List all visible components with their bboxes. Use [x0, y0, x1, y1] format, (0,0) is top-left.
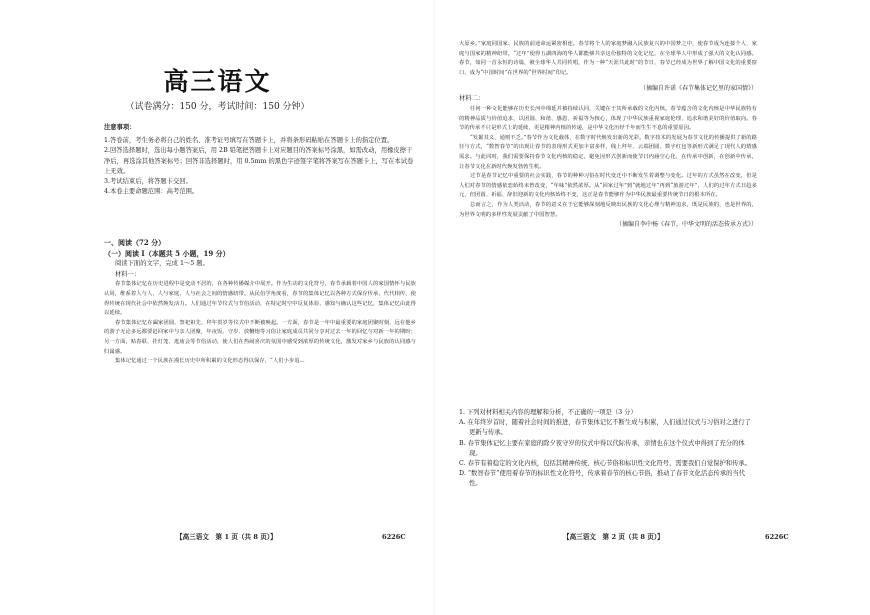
body-paragraph: 春节集体记忆在历史进程中是变动不居的，在各种传播媒介中展开。作为生动的文化符号，春节承载着中国人的家国情怀与民族认同，维系着人与人、人与家庭、人与社会之间的情感纽带。从民俗学角度看，春节的集体记忆以各种方式保存传承，代代相传，使得传统在现代社会中依然焕发活力。人们通过年节仪式与节俗活动，在特定时空中反复体验、感知与确认这些记忆，集体记忆由此得以延续。	[104, 281, 416, 317]
page-footer	[563, 531, 664, 541]
reading-section	[104, 238, 416, 367]
note-item: 1.答卷前，考生务必将自己的姓名、准考证号填写在答题卡上，并将条形码粘贴在答题卡上的指定位置。	[104, 137, 394, 145]
body-paragraph: 集体记忆通过一个民族在漫长历史中所积累的文化形态得以保存，“人们小步追...	[115, 358, 305, 365]
question-1	[459, 408, 757, 490]
body-paragraph: 大原乡。”家庭同国家、民族的前途命运紧密相连。春节将个人的家庭梦融入民族复兴的中国梦之中，使春节成为连接个人、家庭与国家的精神纽带。“过年”使得五湖四海的华人都能够共享这份独特的文化记忆，在全球华人中形成了强大的文化认同感。春节，如同一首永恒的诗篇，被全球华人共同传唱，作为一种“天涯共此时”的节日，春节已经成为世界了解中国文化的重要窗口，成为“中国时间”在世界的“世界时间”印记。	[459, 41, 757, 76]
material-label: 材料二：	[459, 95, 485, 103]
note-item: 3.考试结束后，将答题卡交回。	[104, 178, 192, 186]
note-item: 4.本卷主要命题范围：高考范围。	[104, 188, 199, 196]
page-footer	[176, 531, 277, 541]
exam-subtitle: （试卷满分：150 分，考试时间：150 分钟）	[125, 102, 310, 112]
continued-text	[459, 40, 757, 230]
option-d: D. “数智春节”使用着春节的标识性文化符号，传承着春节的核心节俗，推动了春节文化活态传承的当代性。	[459, 470, 746, 488]
footer-text: 【高三语文 第 1 页（共 8 页）】	[176, 533, 277, 541]
notes-heading: 注意事项：	[104, 124, 136, 131]
source-citation: （摘编自许诺《春节集体记忆里的家国情》）	[639, 85, 757, 93]
option-a: A. 在年终岁首时，随着社会时间的推进，春节集体记忆不断生成与积累，人们通过仪式与习俗对之进行了更新与传承。	[459, 419, 751, 437]
note-item: 2.回答选择题时，选出每小题答案后，用 2B 铅笔把答题卡上对应题目的答案标号涂黑，如需改动，用橡皮擦干净后，再选涂其他答案标号；回答非选择题时，用 0.5mm 的黑色字迹签字笔将答案写在答题卡上，写在本试卷上无效。	[104, 147, 414, 175]
page-code	[765, 533, 789, 541]
question-stem: 1. 下列对材料相关内容的理解和分析，不正确的一项是（3 分）	[459, 409, 637, 416]
body-paragraph: 任何一种文化能够在历史长河中绵延并被持续认同，关键在于其所承载的文化内核。春节蕴含的文化内核是中华民族特有的精神品质与价值追求，以团圆、和谐、感恩、祈福等为核心，体现了中华民族重视家庭伦理、追求和谐美好的价值取向。春节的传承不只是形式上的延续，更是精神内核的传递，是中华文化历经千年而生生不息的重要原因。	[459, 105, 757, 132]
part-heading: （一）阅读 Ⅰ（本题共 5 小题，19 分）	[104, 248, 230, 258]
instruction-text: 阅读下面的文字，完成 1～5 题。	[115, 260, 209, 268]
section-heading: 一、阅读（72 分）	[104, 238, 166, 247]
exam-code: 6226C	[765, 533, 789, 541]
notes-section	[104, 123, 416, 197]
right-page	[435, 0, 870, 615]
exam-title: 高三语文	[163, 67, 272, 96]
footer-text: 【高三语文 第 2 页（共 8 页）】	[563, 533, 664, 541]
body-paragraph: 春节集体记忆在阖家团圆、祭祀祖先、拜年贺岁等仪式中不断被唤起。一方面，春节是一年中最重要的家庭团聚时刻，远在他乡的游子无论多远都要赶回家中与亲人团聚，年夜饭、守岁、放鞭炮等习俗让家庭成员共同分享对过去一年的回忆与对新一年的期盼；另一方面，贴春联、挂灯笼、逛庙会等节俗活动，使人们在热闹喜庆的氛围中感受到浓厚的传统文化，激发对家乡与民族的认同感与归属感。	[104, 319, 416, 355]
body-paragraph: 总而言之，作为人类活动，春节的意义在于它能够深刻地反映出民族的文化心理与精神追求，既是民族的，也是世界的，为世界文明的多样性发展贡献了中国智慧。	[459, 201, 757, 218]
page-code	[382, 533, 406, 541]
body-paragraph: 过节是春节记忆中重要的社会实践，春节的种种习俗在时代变迁中不断发生着调整与变化。过年的方式虽然在改变，但是人们对春节的情感依恋始终未曾改变，“年味”依然浓厚。从“回家过年”到“就地过年”再到“旅游过年”，人们的过年方式日趋多元，但团圆、祈福、辞旧迎新的文化内核始终不变，这正是春节能够作为中华民族最重要传统节日的根本所在。	[459, 173, 757, 199]
exam-code: 6226C	[382, 533, 406, 541]
body-paragraph: “发掘其义，通则不乏。”春节作为文化载体，在数字时代焕发出新的光彩。数字技术的发展为春节文化的传播提供了新的路径与方式，“数智春节”的出现让春节的表现形式更加丰富多样，线上拜年、云端团圆、数字红包等新形式满足了现代人的情感需求。与此同时，我们需要保持春节文化内核的稳定，避免因形式创新而使节日内涵空心化，在传承中创新，在创新中传承，让春节文化在新时代焕发勃勃生机。	[459, 134, 757, 170]
material-label: 材料一：	[115, 270, 141, 278]
option-c: C. 春节有着稳定的文化内核，包括其精神传统、核心节俗和标识性文化符号，需要我们自觉保护和传承。	[459, 460, 751, 468]
source-citation: （摘编自李中杨《春节，中华文明的活态传承方式》）	[615, 221, 757, 229]
option-b: B. 春节集体记忆主要在家庭的除夕夜守岁的仪式中得以代际传承，亲情也在这个仪式中得到了充分的体现。	[459, 439, 745, 457]
